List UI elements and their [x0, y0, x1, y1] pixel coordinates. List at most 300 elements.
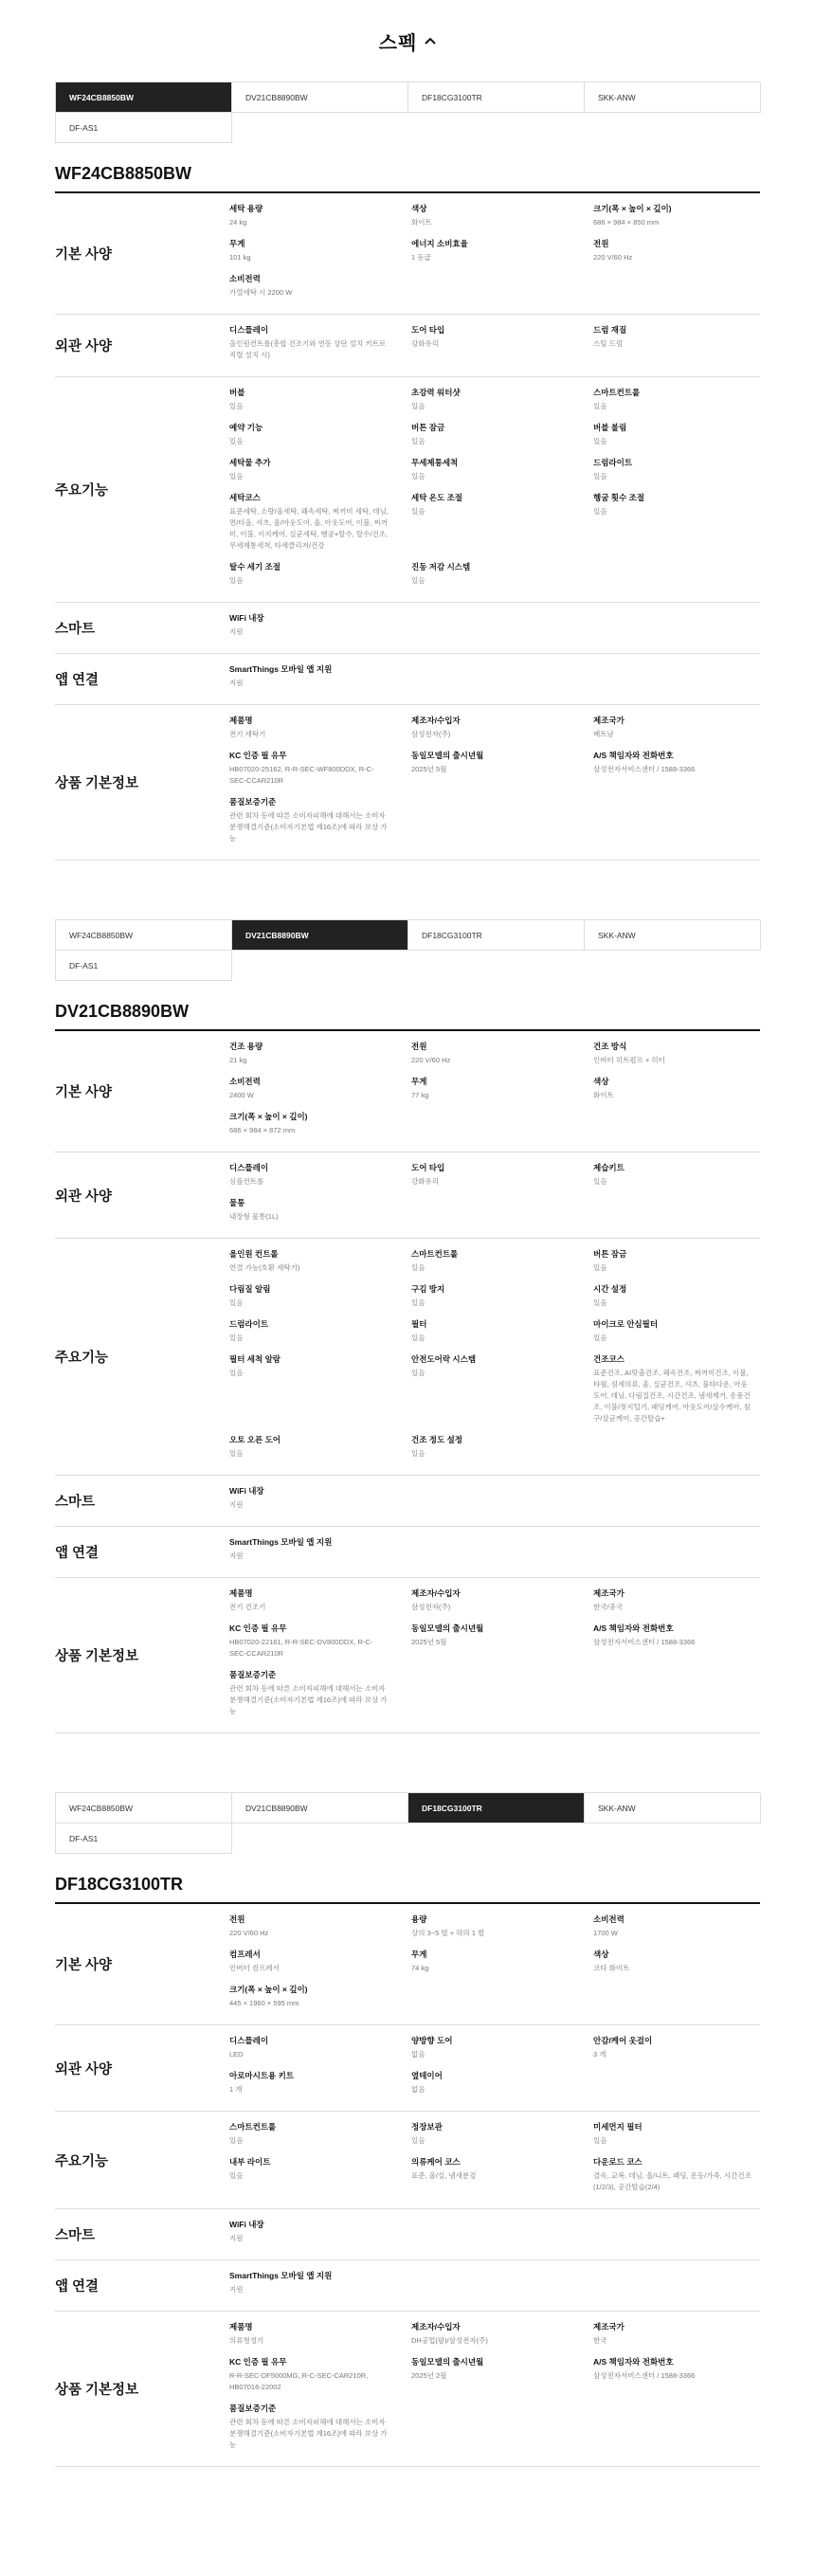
spec-value: 상의 3~5 벌 + 하의 1 벌	[411, 1929, 485, 1937]
spec-value: 있음	[229, 1298, 244, 1307]
spacer	[0, 861, 815, 919]
spec-key: 스마트컨트롤	[229, 2122, 277, 2132]
spec-grid	[229, 2209, 760, 2259]
spec-value: 없음	[411, 2085, 426, 2094]
spec-item	[593, 2321, 760, 2347]
spec-item	[593, 1248, 760, 1274]
spec-item	[411, 1949, 578, 1974]
spec-key: 드럼라이트	[229, 1319, 269, 1329]
spec-item	[229, 1669, 396, 1717]
spec-item	[229, 663, 396, 689]
spec-grid	[229, 654, 760, 704]
spec-item	[229, 1434, 396, 1460]
spec-key: 제조국가	[593, 716, 625, 725]
spec-key: 옆테이어	[411, 2071, 443, 2080]
spec-value: 강화유리	[411, 339, 439, 348]
spec-key: 도어 타입	[411, 1163, 445, 1172]
spec-value: 24 kg	[229, 218, 247, 227]
spec-key: 버튼 잠금	[411, 423, 445, 432]
section-label: 스마트	[55, 2228, 96, 2243]
spec-key: 크기(폭 × 높이 × 깊이)	[229, 1985, 308, 1994]
spec-key: 진동 저감 시스템	[411, 562, 471, 571]
spec-value: 결속, 교복, 데님, 울/니트, 패딩, 운동/가죽, 시간건조(1/2/3), 공간탈습(2/4)	[593, 2171, 752, 2191]
page-title: 스펙	[378, 32, 418, 54]
spec-item	[411, 2070, 578, 2095]
model-tab[interactable]: DV21CB8890BW	[232, 82, 408, 113]
spec-value: 있음	[229, 1333, 244, 1342]
spec-item	[229, 2156, 396, 2193]
spec-item	[229, 1197, 396, 1223]
spec-key: 소비전력	[593, 1914, 625, 1924]
spec-value: 스틸 드럼	[593, 339, 624, 348]
spec-item	[593, 2156, 760, 2193]
spec-value: 한국/중국	[593, 1603, 624, 1611]
spec-item	[411, 2035, 578, 2060]
section-label: 스마트	[55, 1495, 96, 1510]
section-label: 주요기능	[55, 2153, 109, 2169]
spec-item	[411, 715, 578, 740]
spec-value: 삼성전자서비스센터 / 1588-3366	[593, 765, 696, 773]
spec-item	[229, 561, 396, 587]
spec-value: 연결 가능(호환 세탁기)	[229, 1263, 300, 1272]
spec-item	[229, 715, 396, 740]
spec-key: 의류케어 코스	[411, 2157, 461, 2167]
spec-value: 한국	[593, 2336, 607, 2345]
spec-item	[411, 1283, 578, 1309]
spec-key: 아로마시트용 키트	[229, 2071, 295, 2080]
spec-value: 강화유리	[411, 1177, 439, 1186]
spec-grid	[229, 2112, 760, 2208]
spec-key: A/S 책임자와 전화번호	[593, 2357, 674, 2367]
spec-value: 지원	[229, 2234, 244, 2242]
spec-key: 무게	[411, 1077, 427, 1086]
spec-section	[55, 1152, 760, 1239]
spec-key: 다운로드 코스	[593, 2157, 643, 2167]
spec-key: 시간 설정	[593, 1284, 627, 1294]
spec-key: WiFi 내장	[229, 2220, 264, 2229]
spec-value: 없음	[411, 2050, 426, 2059]
spec-grid	[229, 1239, 760, 1475]
spec-value: 2025년 5월	[411, 1638, 447, 1646]
model-tab[interactable]: SKK-ANW	[585, 82, 761, 113]
spec-grid	[229, 377, 760, 602]
spec-key: 예약 기능	[229, 423, 263, 432]
spec-item	[229, 612, 396, 638]
spec-item	[229, 1984, 396, 2009]
spec-grid	[229, 1578, 760, 1732]
spec-key: 동일모델의 출시년월	[411, 751, 484, 760]
spec-item	[411, 1076, 578, 1101]
spec-item	[593, 1353, 760, 1424]
spec-value: 445 × 1960 × 595 mm	[229, 1999, 299, 2007]
spec-item	[411, 1353, 578, 1424]
section-label: 앱 연결	[55, 2279, 100, 2295]
spec-item	[411, 1914, 578, 1939]
spec-value: 있음	[229, 2171, 244, 2180]
spec-value: 있음	[593, 2136, 607, 2145]
chevron-up-icon[interactable]	[425, 32, 436, 47]
model-tab[interactable]: DF18CG3100TR	[408, 1793, 585, 1823]
spec-item	[411, 750, 578, 787]
spec-item	[411, 1587, 578, 1613]
spec-key: 제품명	[229, 1588, 253, 1598]
spec-key: 건조 용량	[229, 1042, 263, 1051]
spec-item	[229, 1587, 396, 1613]
spec-value: 인버터 컴프레서	[229, 1964, 280, 1972]
model-tab[interactable]: DF-AS1	[56, 1823, 232, 1854]
model-tab[interactable]: WF24CB8850BW	[56, 1793, 232, 1823]
spec-item	[229, 750, 396, 787]
section-label: 외관 사양	[55, 2061, 113, 2077]
spec-value: 삼성전자(주)	[411, 1603, 451, 1611]
spec-key: KC 인증 필 유무	[229, 751, 287, 760]
spec-item	[411, 1434, 578, 1460]
spec-value: HB07020-25162, R-R-SEC-WF800DDX, R-C-SEC-CCAR210R	[229, 765, 374, 785]
spec-section	[55, 2112, 760, 2209]
section-label: 기본 사양	[55, 1085, 113, 1100]
spec-item	[593, 2035, 760, 2060]
spec-key: 디스플레이	[229, 2036, 269, 2045]
spec-value: 심플컨트롤	[229, 1177, 264, 1186]
spec-value: 표준, 울/실, 냄새분검	[411, 2171, 477, 2180]
spec-key: 용량	[411, 1914, 427, 1924]
spec-value: 220 V/60 Hz	[593, 253, 633, 262]
spec-grid	[229, 2260, 760, 2311]
spec-key: 버튼 잠금	[593, 1249, 627, 1259]
spec-key: 드럼라이트	[593, 458, 633, 467]
spec-key: 색상	[593, 1077, 609, 1086]
spec-section	[55, 1476, 760, 1527]
spec-value: 삼성전자서비스센터 / 1588-3366	[593, 1638, 696, 1646]
spec-value: 있음	[593, 1263, 607, 1272]
spec-section	[55, 193, 760, 315]
spec-value: 있음	[229, 472, 244, 481]
spec-value: 686 × 984 × 872 mm	[229, 1126, 296, 1134]
spec-item	[229, 2356, 396, 2393]
spec-value: 686 × 984 × 850 mm	[593, 218, 660, 227]
spec-header[interactable]	[0, 0, 815, 82]
spec-section	[55, 1904, 760, 2025]
spec-item	[229, 2219, 396, 2244]
spec-key: 미세먼지 필터	[593, 2122, 643, 2132]
spec-value: 있음	[411, 437, 426, 445]
spec-value: 의류청정기	[229, 2336, 264, 2345]
model-tab[interactable]: WF24CB8850BW	[56, 82, 232, 113]
spec-key: 탈수 세기 조절	[229, 562, 281, 571]
section-label: 앱 연결	[55, 1546, 100, 1561]
spec-key: 세탁코스	[229, 493, 261, 502]
spec-item	[411, 1041, 578, 1066]
spec-key: 세탁물 추가	[229, 458, 271, 467]
spec-value: 77 kg	[411, 1091, 429, 1099]
spec-item	[411, 2121, 578, 2147]
spec-value: 전기 세탁기	[229, 730, 266, 738]
model-tab[interactable]: DF-AS1	[56, 113, 232, 143]
spec-item	[229, 2321, 396, 2347]
spec-item	[593, 422, 760, 447]
spec-section	[55, 1578, 760, 1733]
spec-item	[411, 2321, 578, 2347]
spec-key: 필터	[411, 1319, 427, 1329]
spec-value: 있음	[593, 507, 607, 516]
spec-section	[55, 2025, 760, 2112]
spec-item	[411, 2156, 578, 2193]
spec-value: 1 등급	[411, 253, 431, 262]
spec-item	[411, 492, 578, 552]
spec-key: 제조자/수입자	[411, 716, 461, 725]
spec-value: 74 kg	[411, 1964, 429, 1972]
spec-item	[411, 1248, 578, 1274]
spec-key: 건조코스	[593, 1354, 625, 1364]
spec-value: 있음	[411, 2136, 426, 2145]
spec-value: 있음	[411, 507, 426, 516]
spec-value: 있음	[411, 1298, 426, 1307]
spec-value: 지원	[229, 627, 244, 636]
section-label: 상품 기본정보	[55, 1649, 139, 1664]
spec-item	[593, 1949, 760, 1974]
section-label: 외관 사양	[55, 1188, 113, 1205]
spec-key: 스마트컨트롤	[411, 1249, 459, 1259]
spec-item	[593, 1318, 760, 1344]
model-tab[interactable]: WF24CB8850BW	[56, 920, 232, 951]
spec-key: 구김 방지	[411, 1284, 445, 1294]
spec-key: 동일모델의 출시년월	[411, 2357, 484, 2367]
spec-key: 올인원 컨트롤	[229, 1249, 279, 1259]
spec-item	[593, 2121, 760, 2147]
spec-item	[229, 1041, 396, 1066]
spec-value: 2025년 5월	[411, 765, 447, 773]
spec-key: KC 인증 필 유무	[229, 1624, 287, 1633]
spec-grid	[229, 705, 760, 860]
spec-item	[229, 324, 396, 361]
spec-key: 제조국가	[593, 2322, 625, 2331]
spec-value: 관련 회차 등에 따른 소비자피해에 대해서는 소비자분쟁해결기준(소비자기본법 제16조)에 따라 보상 가능	[229, 1684, 388, 1715]
spec-key: 정장보관	[411, 2122, 443, 2132]
section-label: 기본 사양	[55, 247, 113, 263]
spec-item	[593, 750, 760, 787]
spec-value: 있음	[593, 1333, 607, 1342]
spec-key: 건조 정도 설정	[411, 1435, 462, 1444]
spec-item	[229, 387, 396, 412]
spec-key: 소비전력	[229, 274, 261, 283]
spec-key: 전원	[593, 239, 609, 248]
spec-key: 물통	[229, 1198, 245, 1207]
spec-key: 오토 오픈 도어	[229, 1435, 281, 1444]
spec-item	[411, 1318, 578, 1344]
spec-value: 삼성전자(주)	[411, 730, 451, 738]
spec-key: 컴프레서	[229, 1950, 261, 1959]
spec-value: 1 개	[229, 2085, 243, 2094]
spec-key: 도어 타입	[411, 325, 445, 335]
spec-item	[229, 1283, 396, 1309]
spec-key: SmartThings 모바일 앱 지원	[229, 664, 333, 674]
spec-item	[229, 2070, 396, 2095]
spec-key: A/S 책임자와 전화번호	[593, 751, 674, 760]
spec-value: 관련 회차 등에 따른 소비자피해에 대해서는 소비자분쟁해결기준(소비자기본법 제16조)에 따라 보상 가능	[229, 811, 388, 843]
spec-value: 가열세탁 시 2200 W	[229, 288, 293, 297]
spec-value: 있음	[593, 472, 607, 481]
spec-item	[593, 1623, 760, 1660]
spec-section	[55, 2312, 760, 2467]
spec-item	[229, 238, 396, 263]
spec-value: 있음	[593, 437, 607, 445]
spec-section	[55, 377, 760, 603]
spec-key: 세탁 용량	[229, 204, 263, 213]
spec-section	[55, 1527, 760, 1578]
spec-item	[229, 1623, 396, 1660]
section-label: 상품 기본정보	[55, 2383, 139, 2398]
spec-value: 화이트	[593, 1091, 614, 1099]
spec-key: 안감/케어 옷걸이	[593, 2036, 653, 2045]
spec-key: 색상	[411, 204, 427, 213]
spec-key: 에너지 소비효율	[411, 239, 468, 248]
spec-key: 무게	[229, 239, 245, 248]
spec-section	[55, 705, 760, 861]
spec-key: 헹굼 횟수 조절	[593, 493, 644, 502]
spec-value: 있음	[411, 472, 426, 481]
spec-key: 색상	[593, 1950, 609, 1959]
spec-key: 품질보증기준	[229, 797, 277, 807]
spec-key: 전원	[411, 1042, 427, 1051]
model-tabs	[55, 919, 760, 981]
spec-value: 화이트	[411, 218, 432, 227]
spec-item	[229, 457, 396, 482]
spec-key: 다림질 알림	[229, 1284, 271, 1294]
model-tabs	[55, 1792, 760, 1854]
spec-section	[55, 315, 760, 377]
spec-section	[55, 603, 760, 654]
spec-value: 있음	[411, 1369, 426, 1377]
spec-value: 있음	[229, 437, 244, 445]
spec-item	[593, 2356, 760, 2393]
spec-value: 220 V/60 Hz	[411, 1056, 451, 1064]
model-tab[interactable]: DV21CB8890BW	[232, 1793, 408, 1823]
spec-value: 내장형 물통(1L)	[229, 1212, 279, 1221]
spec-key: SmartThings 모바일 앱 지원	[229, 2271, 333, 2280]
spec-value: 지원	[229, 2285, 244, 2294]
spec-item	[411, 2356, 578, 2393]
spec-key: 품질보증기준	[229, 2404, 277, 2413]
spec-grid	[229, 193, 760, 314]
spec-item	[229, 796, 396, 844]
section-label: 외관 사양	[55, 339, 113, 354]
spec-value: 21 kg	[229, 1056, 247, 1064]
spec-value: 삼성전자서비스센터 / 1588-3366	[593, 2371, 696, 2380]
model-tab[interactable]: DF18CG3100TR	[408, 82, 585, 113]
model-title: DV21CB8890BW	[55, 1002, 760, 1031]
spec-item	[411, 203, 578, 228]
spec-item	[411, 324, 578, 361]
spec-item	[593, 203, 760, 228]
spec-value: 있음	[593, 402, 607, 410]
spacer	[0, 1733, 815, 1792]
spec-value: 표준세탁, 소량/울세탁, 쾌속세탁, 찌꺼미 세탁, 데님, 면/타올, 셔츠, 울/아웃도어, 울, 아웃도어, 이불, 찌꺼미, 이불, 이지케어, 실균세탁, 헹굼+탈수, 탈수/건조, 무세제통세척, 타세클리저/건강	[229, 507, 389, 550]
spec-value: 코타 화이트	[593, 1964, 630, 1972]
spec-item	[593, 1914, 760, 1939]
spec-value: R-R-SEC-DF5000MG, R-C-SEC-CAR210R, HB07016-22002	[229, 2371, 369, 2391]
spec-key: SmartThings 모바일 앱 지원	[229, 1537, 333, 1547]
spec-key: 양방향 도어	[411, 2036, 453, 2045]
spec-value: 올인원컨트롤(총합 건조기와 연동 상단 설치 키트로 직렬 설치 시)	[229, 339, 387, 359]
spec-item	[229, 1248, 396, 1274]
spec-key: 품질보증기준	[229, 1670, 277, 1679]
spec-key: 무세제통세척	[411, 458, 459, 467]
spec-value: 있음	[229, 402, 244, 410]
spec-item	[593, 324, 760, 361]
spec-item	[411, 457, 578, 482]
spec-key: 동일모델의 출시년월	[411, 1624, 484, 1633]
spec-value: 있음	[593, 1177, 607, 1186]
spec-grid	[229, 315, 760, 376]
spec-value: 있음	[229, 2136, 244, 2145]
spec-item	[411, 238, 578, 263]
spec-item	[411, 1162, 578, 1188]
spec-value: 있음	[229, 1449, 244, 1458]
spec-key: 소비전력	[229, 1077, 261, 1086]
model-tab[interactable]: SKK-ANW	[585, 920, 761, 951]
spec-key: 제품명	[229, 2322, 253, 2331]
model-tab[interactable]: SKK-ANW	[585, 1793, 761, 1823]
spec-item	[229, 1949, 396, 1974]
spec-value: 있음	[411, 576, 426, 585]
spec-value: 인버터 히트펌프 + 히터	[593, 1056, 665, 1064]
model-tab[interactable]: DF18CG3100TR	[408, 920, 585, 951]
spec-value: 지원	[229, 1500, 244, 1509]
model-tab[interactable]: DV21CB8890BW	[232, 920, 408, 951]
spec-item	[229, 273, 396, 299]
spec-key: 제습키트	[593, 1163, 625, 1172]
spec-value: 있음	[411, 1333, 426, 1342]
spec-key: 안전도어락 시스템	[411, 1354, 477, 1364]
model-tab[interactable]: DF-AS1	[56, 951, 232, 981]
spec-value: 표준건조, AI맞춤건조, 쾌속건조, 찌꺼미건조, 이불, 타월, 섬세의류, 울, 실균건조, 셔츠, 불타다운, 아웃도어, 데님, 다림질건조, 시간건조, 냄새제거, 송풍건조, 이불/젓지털기, 패딩케어, 아웃도어/살수케어, 침구/살균케어, 공간탈습+	[593, 1369, 751, 1423]
spec-grid	[229, 2312, 760, 2466]
spec-value: 전기 건조기	[229, 1603, 266, 1611]
spec-item	[229, 422, 396, 447]
section-label: 주요기능	[55, 1351, 109, 1366]
spec-key: 크기(폭 × 높이 × 깊이)	[593, 204, 672, 213]
spec-item	[229, 203, 396, 228]
spec-item	[229, 1536, 396, 1562]
spec-key: 제조국가	[593, 1588, 625, 1598]
spec-key: 무게	[411, 1950, 427, 1959]
spec-key: 제조자/수입자	[411, 1588, 461, 1598]
spec-value: 지원	[229, 1551, 244, 1560]
spec-key: 디스플레이	[229, 325, 269, 335]
product-spec-block	[0, 919, 815, 1733]
spec-value: 1700 W	[593, 1929, 618, 1937]
spec-item	[593, 715, 760, 740]
spec-value: 3 개	[593, 2050, 607, 2059]
spec-key: 세탁 온도 조절	[411, 493, 462, 502]
spec-item	[229, 1162, 396, 1188]
spec-key: 전원	[229, 1914, 245, 1924]
spec-key: 초강력 워터샷	[411, 388, 461, 397]
spec-value: 베트남	[593, 730, 614, 738]
spec-section	[55, 1239, 760, 1476]
spec-key: WiFi 내장	[229, 1486, 264, 1496]
spec-value: 있음	[411, 1263, 426, 1272]
spec-value: 220 V/60 Hz	[229, 1929, 269, 1937]
product-spec-block	[0, 82, 815, 861]
spec-value: 있음	[229, 1369, 244, 1377]
spec-key: WiFi 내장	[229, 613, 264, 623]
spec-key: 내부 라이트	[229, 2157, 271, 2167]
spec-value: 2025년 2월	[411, 2371, 447, 2380]
spec-key: 스마트컨트롤	[593, 388, 641, 397]
spec-key: 필터 세척 알람	[229, 1354, 281, 1364]
spec-item	[593, 492, 760, 552]
